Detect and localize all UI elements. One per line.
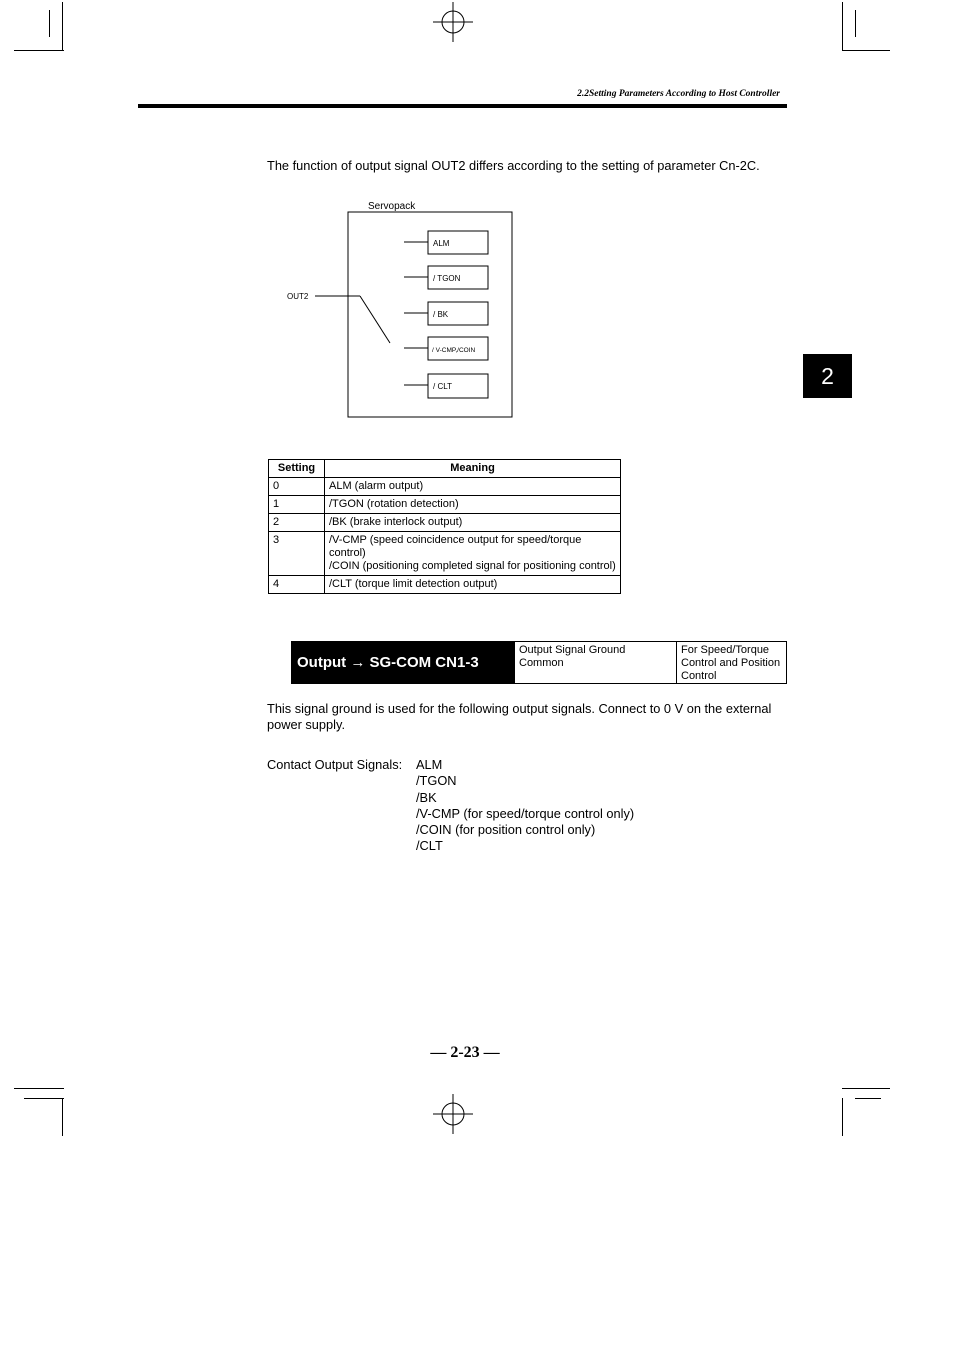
crop-mark — [855, 1098, 881, 1099]
crop-mark — [62, 1098, 63, 1136]
signal-alm-label: ALM — [433, 239, 450, 248]
signal-vcmp-coin-label: / V-CMP,/COIN — [432, 347, 476, 354]
signal-spec-box — [291, 641, 787, 684]
out2-label: OUT2 — [287, 292, 309, 301]
table-row — [269, 478, 621, 496]
crop-mark — [14, 1088, 64, 1089]
setting-cell: 2 — [269, 514, 325, 532]
settings-table — [268, 459, 621, 594]
contact-output-label: Contact Output Signals: — [267, 757, 403, 772]
meaning-cell: ALM (alarm output) — [325, 478, 621, 496]
contact-output-list — [416, 757, 634, 855]
crop-mark — [842, 1088, 890, 1089]
registration-mark-top — [433, 2, 473, 42]
crop-mark — [24, 1098, 64, 1099]
list-item: /COIN (for position control only) — [416, 822, 596, 838]
setting-cell: 0 — [269, 478, 325, 496]
signal-bk-label: / BK — [433, 310, 449, 319]
column-header-meaning: Meaning — [325, 460, 621, 478]
list-item: /BK — [416, 789, 437, 805]
table-row — [269, 496, 621, 514]
crop-mark — [49, 10, 50, 37]
crop-mark — [855, 10, 856, 37]
list-item: /V-CMP (for speed/torque control only) — [416, 805, 635, 821]
servopack-label: Servopack — [368, 201, 416, 212]
signal-title: Output → SG-COM CN1-3 — [292, 642, 515, 683]
signal-clt — [404, 374, 488, 398]
signal-description: Output Signal Ground Common — [515, 642, 677, 683]
crop-mark — [62, 2, 63, 50]
running-header: 2.2Setting Parameters According to Host Controller — [577, 89, 780, 99]
crop-mark — [842, 1098, 843, 1136]
table-row — [269, 532, 621, 576]
meaning-cell: /V-CMP (speed coincidence output for speed/torque control) /COIN (positioning completed signal for positioning control) — [325, 532, 621, 576]
table-row — [269, 514, 621, 532]
signal-alm — [404, 231, 488, 254]
signal-tgon-label: / TGON — [433, 274, 461, 283]
intro-paragraph: The function of output signal OUT2 differs according to the setting of parameter Cn-2C. — [267, 158, 760, 173]
meaning-cell: /BK (brake interlock output) — [325, 514, 621, 532]
list-item: /TGON — [416, 773, 457, 789]
page-number: — 2-23 — — [430, 1044, 500, 1061]
list-item: /CLT — [416, 838, 443, 854]
out2-diagram — [280, 195, 530, 430]
setting-cell: 1 — [269, 496, 325, 514]
signal-bk — [404, 302, 488, 325]
list-item: ALM — [416, 757, 443, 772]
setting-cell: 3 — [269, 532, 325, 576]
signal-clt-label: / CLT — [433, 382, 452, 391]
chapter-tab: 2 — [803, 354, 852, 398]
crop-mark — [842, 2, 843, 50]
crop-mark — [842, 50, 890, 51]
table-row — [269, 576, 621, 594]
signal-vcmp-coin — [404, 337, 488, 360]
meaning-cell: /TGON (rotation detection) — [325, 496, 621, 514]
setting-cell: 4 — [269, 576, 325, 594]
column-header-setting: Setting — [269, 460, 325, 478]
signal-control-mode: For Speed/Torque Control and Position Control — [681, 644, 781, 682]
registration-mark-bottom — [433, 1094, 473, 1134]
crop-mark — [14, 50, 64, 51]
table-header-row — [269, 460, 621, 478]
signal-tgon — [404, 266, 488, 289]
header-rule — [138, 104, 787, 108]
servopack-box — [348, 212, 512, 417]
signal-ground-paragraph: This signal ground is used for the following output signals. Connect to 0 V on the external power supply. — [267, 701, 772, 732]
meaning-cell: /CLT (torque limit detection output) — [325, 576, 621, 594]
